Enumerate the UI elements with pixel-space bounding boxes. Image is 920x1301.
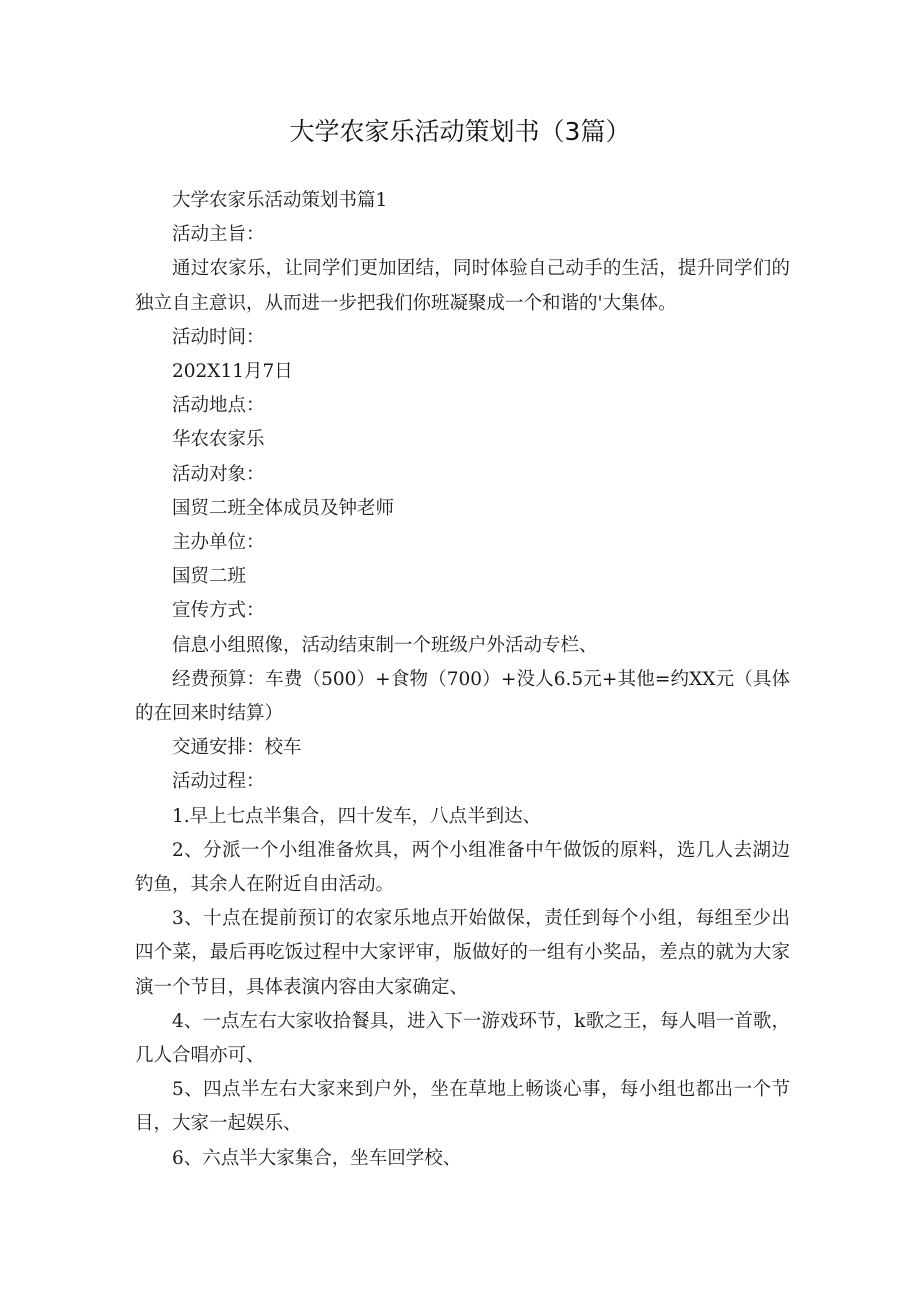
label-promotion: 宣传方式： <box>172 600 265 622</box>
label-purpose: 活动主旨： <box>172 224 265 246</box>
process-step-2: 2、分派一个小组准备炊具，两个小组准备中午做饭的原料，选几人去湖边钓鱼，其余人在附近自由活动。 <box>135 839 790 896</box>
process-step-3: 3、十点在提前预订的农家乐地点开始做保，责任到每个小组，每组至少出四个菜，最后再吃饭过程中大家评审，版做好的一组有小奖品，差点的就为大家演一个节目，具体表演内容由大家确定、 <box>135 908 790 998</box>
label-participants: 活动对象： <box>172 463 265 485</box>
time-text: 202X11月7日 <box>172 361 293 383</box>
process-step-4: 4、一点左右大家收拾餐具，进入下一游戏环节，k歌之王，每人唱一首歌，几人合唱亦可、 <box>135 1010 790 1067</box>
process-step-5: 5、四点半左右大家来到户外，坐在草地上畅谈心事，每小组也都出一个节目，大家一起娱乐、 <box>135 1079 790 1135</box>
process-step-6: 6、六点半大家集合，坐车回学校、 <box>172 1147 462 1169</box>
transport-text: 交通安排：校车 <box>172 737 302 759</box>
budget-text: 经费预算：车费（500）+食物（700）+没人6.5元+其他=约XX元（具体的在回来时结算） <box>135 668 790 725</box>
promotion-text: 信息小组照像，活动结束制一个班级户外活动专栏、 <box>172 634 598 656</box>
label-location: 活动地点： <box>172 395 265 417</box>
participants-text: 国贸二班全体成员及钟老师 <box>172 497 395 519</box>
label-time: 活动时间： <box>172 326 265 348</box>
organizer-text: 国贸二班 <box>172 566 247 588</box>
label-process: 活动过程： <box>172 771 265 793</box>
location-text: 华农农家乐 <box>172 429 265 451</box>
label-organizer: 主办单位： <box>172 532 265 554</box>
document-title: 大学农家乐活动策划书（3篇） <box>289 117 631 146</box>
document-body <box>135 184 790 1176</box>
process-step-1: 1.早上七点半集合，四十发车，八点半到达、 <box>172 805 542 827</box>
section-heading: 大学农家乐活动策划书篇1 <box>172 190 388 211</box>
purpose-text: 通过农家乐，让同学们更加团结，同时体验自己动手的生活，提升同学们的独立自主意识，从而进一步把我们你班凝聚成一个和谐的'大集体。 <box>135 258 790 314</box>
